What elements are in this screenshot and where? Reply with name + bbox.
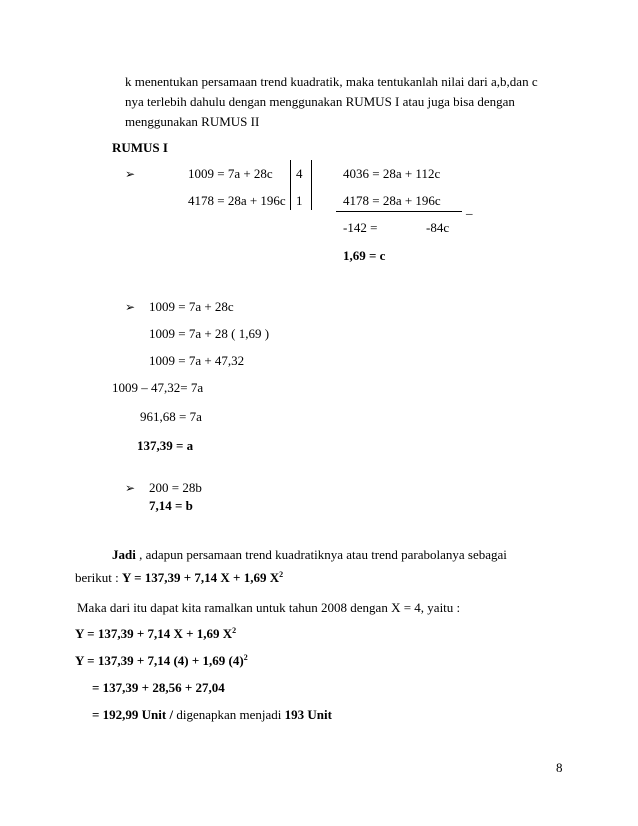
page-number: 8 xyxy=(556,760,563,775)
forecast-line-1 xyxy=(75,626,236,642)
forecast-line-4 xyxy=(92,707,332,723)
forecast-formula: Y = 137,39 + 7,14 X + 1,69 X xyxy=(75,626,233,641)
solve-b-step-1: 200 = 28b xyxy=(149,480,202,495)
multiplier-divider-left xyxy=(290,160,291,210)
intro-line-2: nya terlebih dahulu dengan menggunakan RUMUS I atau juga bisa dengan xyxy=(125,94,515,109)
forecast-line-3: = 137,39 + 28,56 + 27,04 xyxy=(92,680,225,695)
intro-line-3: menggunakan RUMUS II xyxy=(125,114,260,129)
solve-a-step-4: 1009 – 47,32= 7a xyxy=(112,380,204,395)
trend-formula: Y = 137,39 + 7,14 X + 1,69 X xyxy=(121,570,280,585)
equation-2: 4178 = 28a + 196c xyxy=(188,193,286,208)
result-equation-1: 4036 = 28a + 112c xyxy=(343,166,441,181)
solve-a-step-5: 961,68 = 7a xyxy=(140,409,202,424)
difference-right: -84c xyxy=(426,220,450,235)
bullet-arrow-icon: ➢ xyxy=(125,300,136,314)
conclusion-line-2 xyxy=(75,570,283,586)
intro-line-1: k menentukan persamaan trend kuadratik, maka tentukanlah nilai dari a,b,dan c xyxy=(125,74,538,89)
c-result: 1,69 = c xyxy=(343,248,386,263)
solve-a-step-3: 1009 = 7a + 47,32 xyxy=(149,353,245,368)
forecast-substitution: Y = 137,39 + 7,14 (4) + 1,69 (4) xyxy=(75,653,244,668)
bullet-arrow-icon: ➢ xyxy=(125,167,136,181)
forecast-substitution-exponent: 2 xyxy=(243,653,248,662)
forecast-rounded-total: 193 Unit xyxy=(284,707,332,722)
difference-left: -142 = xyxy=(343,220,378,235)
result-equation-2: 4178 = 28a + 196c xyxy=(343,193,441,208)
bullet-arrow-icon: ➢ xyxy=(125,481,136,495)
forecast-total: = 192,99 Unit / xyxy=(92,707,174,722)
a-result: 137,39 = a xyxy=(137,438,194,453)
solve-a-step-2: 1009 = 7a + 28 ( 1,69 ) xyxy=(149,326,270,341)
minus-sign: _ xyxy=(466,201,473,216)
rumus-heading: RUMUS I xyxy=(112,140,168,155)
multiplier-1: 4 xyxy=(296,166,303,181)
forecast-line-2 xyxy=(75,653,248,669)
conclusion-text: , adapun persamaan trend kuadratiknya atau trend parabolanya sebagai xyxy=(139,547,507,562)
forecast-rounding-text: digenapkan menjadi xyxy=(173,707,285,722)
subtraction-line xyxy=(336,211,462,212)
solve-a-step-1: 1009 = 7a + 28c xyxy=(149,299,234,314)
jadi-word: Jadi xyxy=(112,547,136,562)
b-result: 7,14 = b xyxy=(149,498,193,513)
equation-1: 1009 = 7a + 28c xyxy=(188,166,273,181)
forecast-formula-exponent: 2 xyxy=(232,626,237,635)
multiplier-divider-right xyxy=(311,160,312,210)
trend-formula-exponent: 2 xyxy=(279,570,284,579)
forecast-intro: Maka dari itu dapat kita ramalkan untuk tahun 2008 dengan X = 4, yaitu : xyxy=(77,600,461,615)
multiplier-2: 1 xyxy=(296,193,303,208)
berikut-label: berikut : xyxy=(75,570,119,585)
conclusion-line-1 xyxy=(112,547,507,563)
